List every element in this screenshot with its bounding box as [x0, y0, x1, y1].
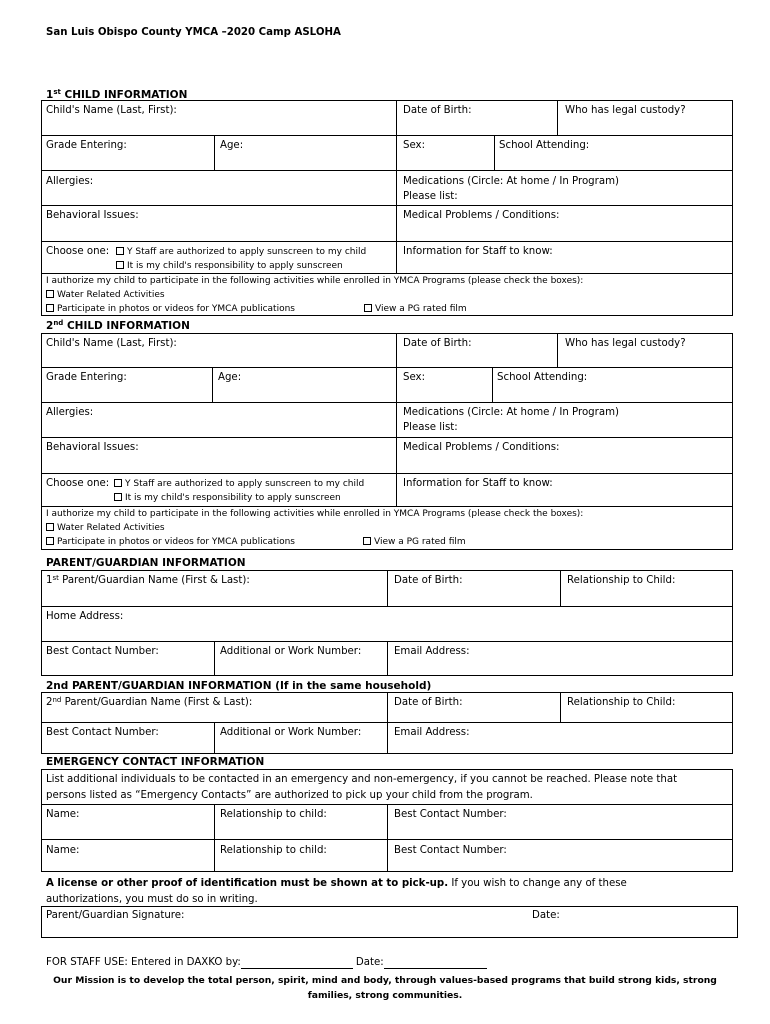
- parent1-best-contact-label: Best Contact Number:: [46, 646, 159, 657]
- child2-dob-label: Date of Birth:: [403, 338, 472, 349]
- emergency-note-line2: persons listed as “Emergency Contacts” are authorized to pick up your child from the program.: [46, 790, 533, 801]
- child1-allergies-label: Allergies:: [46, 176, 94, 187]
- child2-school-label: School Attending:: [497, 372, 588, 383]
- child2-sunscreen-staff-option[interactable]: Y Staff are authorized to apply sunscreen to my child: [114, 479, 364, 490]
- parent2-relationship-label: Relationship to Child:: [567, 697, 676, 708]
- emergency-name-label-2: Name:: [46, 845, 80, 856]
- staff-use-label: FOR STAFF USE: Entered in DAXKO by:: [46, 957, 241, 968]
- checkbox-icon[interactable]: [116, 247, 124, 255]
- child2-medical-label: Medical Problems / Conditions:: [403, 442, 560, 453]
- child2-name-label: Child's Name (Last, First):: [46, 338, 177, 349]
- child1-medications-label: Medications (Circle: At home / In Program): [403, 176, 619, 187]
- child1-school-label: School Attending:: [499, 140, 590, 151]
- pickup-notice-line2: authorizations, you must do so in writing.: [46, 894, 258, 905]
- child1-info-staff-label: Information for Staff to know:: [403, 246, 553, 257]
- child1-water-option[interactable]: Water Related Activities: [46, 290, 165, 301]
- parent2-dob-label: Date of Birth:: [394, 697, 463, 708]
- parent1-email-label: Email Address:: [394, 646, 470, 657]
- staff-date-line[interactable]: [384, 957, 487, 969]
- emergency-relationship-label-1: Relationship to child:: [220, 809, 327, 820]
- child2-heading: 2nd CHILD INFORMATION: [46, 319, 190, 332]
- parent2-name-label: 2nd Parent/Guardian Name (First & Last):: [46, 696, 253, 708]
- child1-photos-option[interactable]: Participate in photos or videos for YMCA publications: [46, 304, 295, 315]
- child1-sunscreen-staff-option[interactable]: Y Staff are authorized to apply sunscreen to my child: [116, 247, 366, 258]
- mission-line2: families, strong communities.: [307, 990, 463, 1001]
- child2-info-staff-label: Information for Staff to know:: [403, 478, 553, 489]
- child1-age-label: Age:: [220, 140, 244, 151]
- child1-custody-label: Who has legal custody?: [565, 105, 686, 116]
- parent1-work-number-label: Additional or Work Number:: [220, 646, 362, 657]
- child2-sex-label: Sex:: [403, 372, 426, 383]
- checkbox-icon[interactable]: [363, 537, 371, 545]
- parent2-email-label: Email Address:: [394, 727, 470, 738]
- signature-label: Parent/Guardian Signature:: [46, 910, 185, 921]
- parent1-heading: PARENT/GUARDIAN INFORMATION: [46, 557, 246, 569]
- staff-use-line: [46, 957, 487, 969]
- child1-medical-label: Medical Problems / Conditions:: [403, 210, 560, 221]
- child2-allergies-label: Allergies:: [46, 407, 94, 418]
- mission-line1: Our Mission is to develop the total person, spirit, mind and body, through values-based programs that build strong kids, strong: [53, 975, 717, 986]
- child1-name-label: Child's Name (Last, First):: [46, 105, 177, 116]
- parent1-dob-label: Date of Birth:: [394, 575, 463, 586]
- child1-authorize-text: I authorize my child to participate in the following activities while enrolled in YMCA Programs (please check the boxes):: [46, 276, 584, 286]
- emergency-contact-label-2: Best Contact Number:: [394, 845, 507, 856]
- parent1-address-label: Home Address:: [46, 611, 124, 622]
- parent2-best-contact-label: Best Contact Number:: [46, 727, 159, 738]
- emergency-heading: EMERGENCY CONTACT INFORMATION: [46, 756, 265, 768]
- child2-authorize-text: I authorize my child to participate in the following activities while enrolled in YMCA Programs (please check the boxes):: [46, 509, 584, 519]
- checkbox-icon[interactable]: [46, 290, 54, 298]
- checkbox-icon[interactable]: [46, 523, 54, 531]
- child2-age-label: Age:: [218, 372, 242, 383]
- child2-behavioral-label: Behavioral Issues:: [46, 442, 139, 453]
- child1-heading: 1st CHILD INFORMATION: [46, 88, 188, 101]
- child2-medications-label: Medications (Circle: At home / In Program): [403, 407, 619, 418]
- child1-film-option[interactable]: View a PG rated film: [364, 304, 467, 315]
- staff-date-label: Date:: [355, 957, 384, 968]
- emergency-contact-label-1: Best Contact Number:: [394, 809, 507, 820]
- checkbox-icon[interactable]: [46, 537, 54, 545]
- child1-sex-label: Sex:: [403, 140, 426, 151]
- document-title: San Luis Obispo County YMCA –2020 Camp ASLOHA: [46, 27, 341, 38]
- parent1-name-label: 1st Parent/Guardian Name (First & Last):: [46, 574, 250, 586]
- checkbox-icon[interactable]: [116, 261, 124, 269]
- emergency-relationship-label-2: Relationship to child:: [220, 845, 327, 856]
- child1-behavioral-label: Behavioral Issues:: [46, 210, 139, 221]
- child1-grade-label: Grade Entering:: [46, 140, 127, 151]
- checkbox-icon[interactable]: [364, 304, 372, 312]
- emergency-name-label-1: Name:: [46, 809, 80, 820]
- parent1-relationship-label: Relationship to Child:: [567, 575, 676, 586]
- pickup-notice: A license or other proof of identification must be shown at to pick-up. If you wish to change any of these: [46, 878, 627, 889]
- checkbox-icon[interactable]: [114, 479, 122, 487]
- child1-please-list-label: Please list:: [403, 191, 458, 202]
- child1-choose-one-label: Choose one:: [46, 246, 110, 257]
- child2-sunscreen-self-option[interactable]: It is my child's responsibility to apply sunscreen: [114, 493, 341, 504]
- emergency-note-line1: List additional individuals to be contacted in an emergency and non-emergency, if you cannot be reached. Please note that: [46, 774, 678, 785]
- child1-dob-label: Date of Birth:: [403, 105, 472, 116]
- child2-please-list-label: Please list:: [403, 422, 458, 433]
- child2-custody-label: Who has legal custody?: [565, 338, 686, 349]
- checkbox-icon[interactable]: [114, 493, 122, 501]
- child1-sunscreen-self-option[interactable]: It is my child's responsibility to apply sunscreen: [116, 261, 343, 272]
- child2-film-option[interactable]: View a PG rated film: [363, 537, 466, 548]
- parent2-heading: 2nd PARENT/GUARDIAN INFORMATION (If in the same household): [46, 680, 432, 692]
- child2-grade-label: Grade Entering:: [46, 372, 127, 383]
- checkbox-icon[interactable]: [46, 304, 54, 312]
- daxko-entry-line[interactable]: [241, 957, 353, 969]
- child2-photos-option[interactable]: Participate in photos or videos for YMCA publications: [46, 537, 295, 548]
- child2-choose-one-label: Choose one:: [46, 478, 110, 489]
- parent2-work-number-label: Additional or Work Number:: [220, 727, 362, 738]
- child2-water-option[interactable]: Water Related Activities: [46, 523, 165, 534]
- signature-date-label: Date:: [532, 910, 560, 921]
